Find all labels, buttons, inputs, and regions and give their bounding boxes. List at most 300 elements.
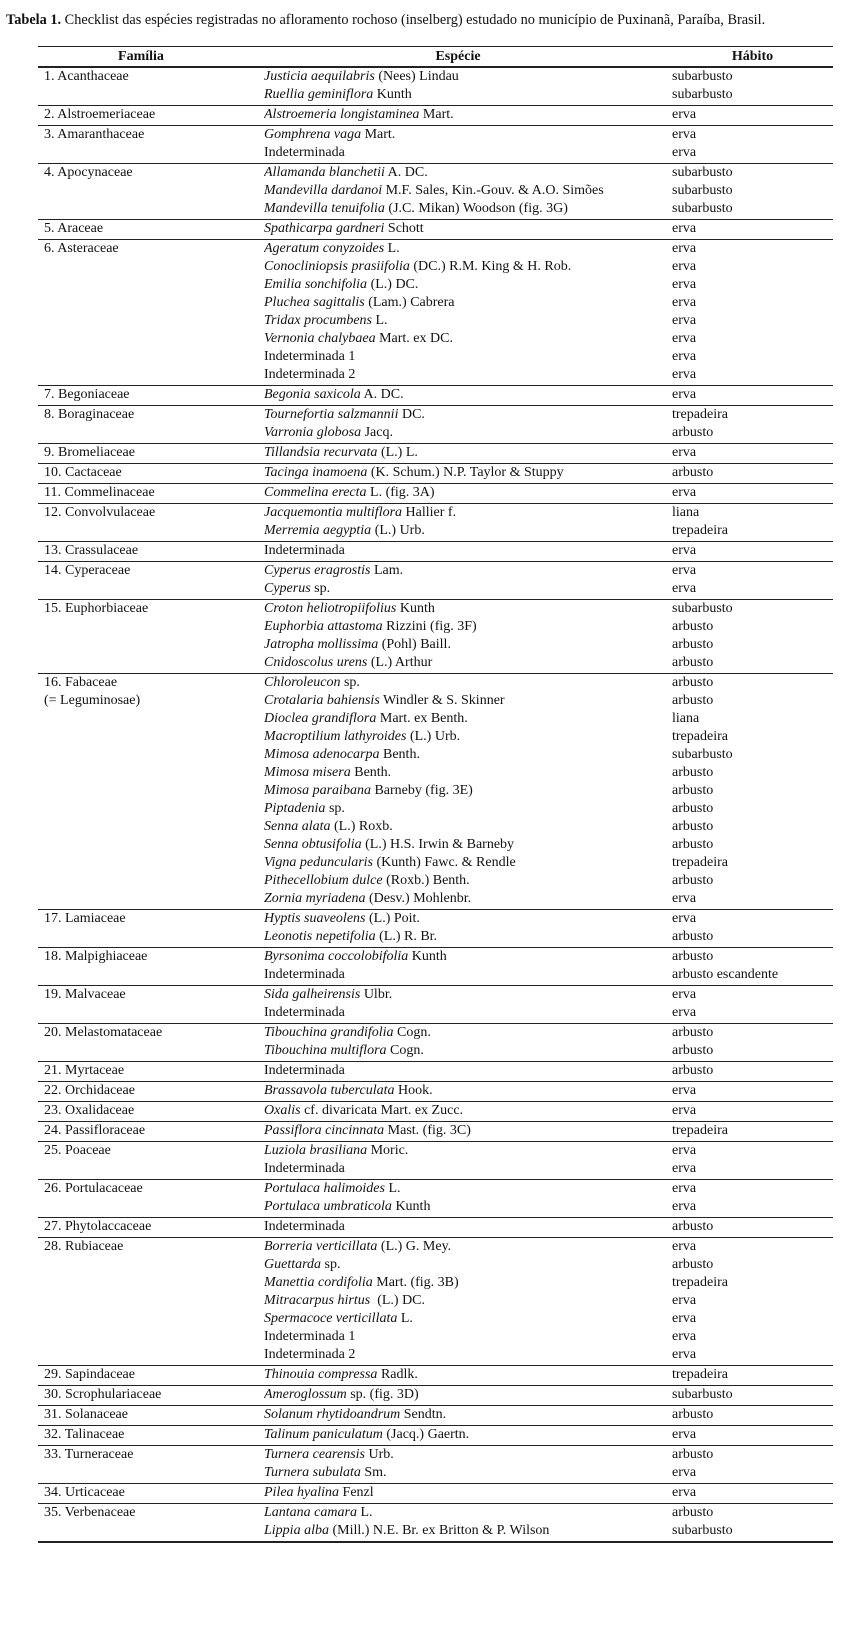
species-cell — [264, 258, 670, 276]
habit-cell: erva — [672, 1143, 697, 1158]
species-author: (L.) Arthur — [367, 655, 433, 670]
table-row — [38, 1004, 833, 1022]
table-row — [38, 800, 833, 818]
species-cell — [264, 1366, 670, 1384]
family-cell — [38, 276, 264, 294]
species-cell — [264, 764, 670, 782]
table-row — [38, 966, 833, 984]
family-cell — [38, 1004, 264, 1022]
species-cell — [264, 1198, 670, 1216]
species-cell — [264, 106, 670, 124]
table-row — [38, 1218, 833, 1236]
family-group — [38, 1062, 833, 1082]
species-author: sp. — [325, 801, 345, 816]
species-cell — [264, 1142, 670, 1160]
species-author: (L.) G. Mey. — [377, 1239, 452, 1254]
species-author: Sendtn. — [400, 1407, 447, 1422]
species-name: Ageratum conyzoides — [264, 241, 385, 256]
family-group — [38, 600, 833, 674]
species-cell — [264, 484, 670, 502]
species-cell — [264, 580, 670, 598]
species-author: Sm. — [360, 1465, 387, 1480]
species-author: Indeterminada 1 — [264, 349, 356, 364]
family-group — [38, 1102, 833, 1122]
family-cell: 29. Sapindaceae — [44, 1367, 135, 1382]
family-cell — [38, 1274, 264, 1292]
species-author: cf. divaricata Mart. ex Zucc. — [300, 1103, 464, 1118]
table-row — [38, 240, 833, 258]
species-author: (L.) Urb. — [406, 729, 461, 744]
species-author: Indeterminada — [264, 1005, 345, 1020]
table-row — [38, 424, 833, 442]
habit-cell: arbusto — [672, 1025, 714, 1040]
table-row — [38, 1082, 833, 1100]
species-author: (L.) Poit. — [365, 911, 420, 926]
family-group — [38, 910, 833, 948]
family-cell — [38, 618, 264, 636]
species-cell — [264, 1522, 670, 1540]
table-row — [38, 1274, 833, 1292]
species-name: Allamanda blanchetii — [264, 165, 385, 180]
habit-cell: erva — [672, 1347, 697, 1362]
family-group — [38, 386, 833, 406]
family-cell — [38, 764, 264, 782]
family-group — [38, 126, 833, 164]
species-name: Passiflora cincinnata — [264, 1123, 385, 1138]
family-cell — [38, 836, 264, 854]
habit-cell: erva — [672, 313, 697, 328]
species-author: Fenzl — [339, 1485, 374, 1500]
species-name: Cnidoscolus urens — [264, 655, 368, 670]
family-cell: 32. Talinaceae — [44, 1427, 125, 1442]
species-author: (DC.) R.M. King & H. Rob. — [409, 259, 572, 274]
table-row — [38, 1310, 833, 1328]
family-cell: (= Leguminosae) — [44, 693, 141, 708]
table-row — [38, 1122, 833, 1140]
species-cell — [264, 1484, 670, 1502]
family-group — [38, 1142, 833, 1180]
habit-cell: erva — [672, 1293, 697, 1308]
table-row — [38, 710, 833, 728]
habit-cell: erva — [672, 1465, 697, 1480]
family-cell: 23. Oxalidaceae — [44, 1103, 135, 1118]
family-cell — [38, 782, 264, 800]
habit-cell: arbusto — [672, 1447, 714, 1462]
table-row — [38, 258, 833, 276]
family-cell — [38, 424, 264, 442]
species-cell — [264, 1310, 670, 1328]
table-row — [38, 484, 833, 502]
species-author: Rizzini (fig. 3F) — [382, 619, 477, 634]
species-author: Mart. ex DC. — [375, 331, 453, 346]
table-row — [38, 562, 833, 580]
species-name: Manettia cordifolia — [264, 1275, 373, 1290]
habit-cell: trepadeira — [672, 407, 728, 422]
habit-cell: trepadeira — [672, 1275, 728, 1290]
table-row — [38, 1346, 833, 1364]
table-row — [38, 1042, 833, 1060]
species-author: L. (fig. 3A) — [366, 485, 435, 500]
species-name: Crotalaria bahiensis — [264, 693, 380, 708]
table-row — [38, 1062, 833, 1080]
table-row — [38, 928, 833, 946]
table-row — [38, 276, 833, 294]
habit-cell: arbusto — [672, 801, 714, 816]
habit-cell: trepadeira — [672, 729, 728, 744]
habit-cell: trepadeira — [672, 523, 728, 538]
family-cell: 25. Poaceae — [44, 1143, 111, 1158]
species-name: Merremia aegyptia — [264, 523, 372, 538]
table-row — [38, 1024, 833, 1042]
species-author: Ulbr. — [360, 987, 393, 1002]
habit-cell: arbusto — [672, 1257, 714, 1272]
species-cell — [264, 1218, 670, 1236]
species-author: (L.) DC. — [367, 277, 419, 292]
species-name: Euphorbia attastoma — [264, 619, 383, 634]
family-group — [38, 1386, 833, 1406]
table-row — [38, 618, 833, 636]
family-cell — [38, 928, 264, 946]
species-author: A. DC. — [360, 387, 404, 402]
habit-cell: trepadeira — [672, 1123, 728, 1138]
species-name: Byrsonima coccolobifolia — [264, 949, 409, 964]
species-author: Kunth — [373, 87, 412, 102]
table-row — [38, 600, 833, 618]
habit-cell: arbusto — [672, 465, 714, 480]
table-row — [38, 1366, 833, 1384]
family-cell: 1. Acanthaceae — [44, 69, 129, 84]
species-name: Senna alata — [264, 819, 331, 834]
table-body — [38, 68, 833, 1543]
habit-cell: arbusto — [672, 425, 714, 440]
family-cell — [38, 1310, 264, 1328]
habit-cell: trepadeira — [672, 1367, 728, 1382]
family-group — [38, 164, 833, 220]
table-row — [38, 348, 833, 366]
family-cell: 18. Malpighiaceae — [44, 949, 148, 964]
species-author: Mart. — [419, 107, 454, 122]
species-author: Mart. ex Benth. — [376, 711, 468, 726]
species-cell — [264, 312, 670, 330]
table-row — [38, 1426, 833, 1444]
species-author: L. — [356, 1505, 373, 1520]
species-name: Luziola brasiliana — [264, 1143, 368, 1158]
table-row — [38, 522, 833, 540]
species-name: Conocliniopsis prasiifolia — [264, 259, 410, 274]
habit-cell: erva — [672, 1103, 697, 1118]
species-author: Hallier f. — [402, 505, 457, 520]
family-group — [38, 1180, 833, 1218]
species-name: Alstroemeria longistaminea — [264, 107, 420, 122]
species-cell — [264, 966, 670, 984]
species-cell — [264, 406, 670, 424]
family-cell: 33. Turneraceae — [44, 1447, 134, 1462]
species-author: A. DC. — [384, 165, 428, 180]
species-cell — [264, 240, 670, 258]
species-name: Guettarda — [264, 1257, 322, 1272]
species-cell — [264, 692, 670, 710]
species-cell — [264, 872, 670, 890]
table-row — [38, 1386, 833, 1404]
habit-cell: erva — [672, 387, 697, 402]
species-table — [38, 46, 833, 1543]
family-cell — [38, 872, 264, 890]
table-row — [38, 1328, 833, 1346]
table-row — [38, 386, 833, 404]
species-name: Croton heliotropiifolius — [264, 601, 397, 616]
family-cell: 30. Scrophulariaceae — [44, 1387, 162, 1402]
table-row — [38, 1142, 833, 1160]
species-cell — [264, 1062, 670, 1080]
species-author: Kunth — [396, 601, 435, 616]
habit-cell: erva — [672, 241, 697, 256]
table-header — [38, 46, 833, 68]
species-name: Brassavola tuberculata — [264, 1083, 395, 1098]
table-row — [38, 1180, 833, 1198]
species-name: Varronia globosa — [264, 425, 362, 440]
family-cell: 21. Myrtaceae — [44, 1063, 125, 1078]
species-name: Mandevilla dardanoi — [264, 183, 383, 198]
table-row — [38, 728, 833, 746]
table-row — [38, 854, 833, 872]
species-name: Portulaca umbraticola — [264, 1199, 392, 1214]
species-author: L. — [384, 241, 400, 256]
family-cell — [38, 1464, 264, 1482]
species-cell — [264, 522, 670, 540]
species-author: (Nees) Lindau — [374, 69, 459, 84]
species-author: Indeterminada — [264, 967, 345, 982]
habit-cell: arbusto — [672, 619, 714, 634]
habit-cell: erva — [672, 331, 697, 346]
table-row — [38, 746, 833, 764]
species-author: Cogn. — [386, 1043, 424, 1058]
family-cell: 2. Alstroemeriaceae — [44, 107, 156, 122]
species-cell — [264, 1042, 670, 1060]
species-cell — [264, 1004, 670, 1022]
habit-cell: subarbusto — [672, 183, 733, 198]
habit-cell: subarbusto — [672, 87, 733, 102]
table-row — [38, 1256, 833, 1274]
family-cell: 13. Crassulaceae — [44, 543, 139, 558]
species-author: Benth. — [350, 765, 392, 780]
species-name: Pithecellobium dulce — [264, 873, 383, 888]
species-author: Indeterminada 2 — [264, 1347, 356, 1362]
species-cell — [264, 276, 670, 294]
species-cell — [264, 948, 670, 966]
species-name: Hyptis suaveolens — [264, 911, 366, 926]
table-row — [38, 910, 833, 928]
family-cell: 12. Convolvulaceae — [44, 505, 156, 520]
species-author: Mast. (fig. 3C) — [384, 1123, 471, 1138]
species-author: Barneby (fig. 3E) — [370, 783, 473, 798]
table-row — [38, 890, 833, 908]
species-cell — [264, 386, 670, 404]
species-name: Vigna peduncularis — [264, 855, 374, 870]
header-species: Espécie — [435, 48, 481, 64]
family-cell — [38, 636, 264, 654]
family-cell — [38, 728, 264, 746]
family-cell: 31. Solanaceae — [44, 1407, 128, 1422]
habit-cell: subarbusto — [672, 1387, 733, 1402]
species-author: Indeterminada 1 — [264, 1329, 356, 1344]
family-cell — [38, 818, 264, 836]
species-cell — [264, 710, 670, 728]
family-cell — [38, 348, 264, 366]
species-cell — [264, 636, 670, 654]
table-row — [38, 764, 833, 782]
caption-text: Checklist das espécies registradas no afloramento rochoso (inselberg) estudado no município de Puxinanã, Paraíba, Brasil. — [61, 12, 766, 28]
species-name: Oxalis — [264, 1103, 301, 1118]
family-group — [38, 1446, 833, 1484]
species-author: Indeterminada — [264, 543, 345, 558]
species-author: Mart. (fig. 3B) — [372, 1275, 459, 1290]
species-author: (J.C. Mikan) Woodson (fig. 3G) — [384, 201, 568, 216]
habit-cell: arbusto — [672, 1505, 714, 1520]
species-author: Windler & S. Skinner — [379, 693, 505, 708]
family-cell: 20. Melastomataceae — [44, 1025, 163, 1040]
family-group — [38, 1122, 833, 1142]
table-row — [38, 1504, 833, 1522]
species-author: (L.) L. — [377, 445, 418, 460]
habit-cell: erva — [672, 485, 697, 500]
species-author: Urb. — [364, 1447, 394, 1462]
habit-cell: liana — [672, 711, 700, 726]
species-cell — [264, 330, 670, 348]
species-cell — [264, 562, 670, 580]
table-row — [38, 312, 833, 330]
species-author: (Mill.) N.E. Br. ex Britton & P. Wilson — [328, 1523, 550, 1538]
species-cell — [264, 1464, 670, 1482]
habit-cell: erva — [672, 543, 697, 558]
species-cell — [264, 618, 670, 636]
species-name: Emilia sonchifolia — [264, 277, 368, 292]
table-row — [38, 126, 833, 144]
species-cell — [264, 746, 670, 764]
species-cell — [264, 68, 670, 86]
family-cell — [38, 1198, 264, 1216]
species-author: Mart. — [361, 127, 396, 142]
species-name: Chloroleucon — [264, 675, 341, 690]
species-author: L. — [397, 1311, 413, 1326]
species-name: Cyperus eragrostis — [264, 563, 371, 578]
species-name: Spermacoce verticillata — [264, 1311, 398, 1326]
table-row — [38, 636, 833, 654]
species-author: Schott — [384, 221, 424, 236]
habit-cell: arbusto — [672, 675, 714, 690]
habit-cell: arbusto — [672, 693, 714, 708]
species-author: Cogn. — [393, 1025, 431, 1040]
species-author: (K. Schum.) N.P. Taylor & Stuppy — [367, 465, 564, 480]
species-author: sp. — [310, 581, 331, 596]
habit-cell: subarbusto — [672, 201, 733, 216]
habit-cell: erva — [672, 1329, 697, 1344]
family-cell: 34. Urticaceae — [44, 1485, 125, 1500]
habit-cell: erva — [672, 581, 697, 596]
species-cell — [264, 444, 670, 462]
habit-cell: arbusto — [672, 1219, 714, 1234]
table-row — [38, 86, 833, 104]
species-author: Indeterminada — [264, 1161, 345, 1176]
table-row — [38, 164, 833, 182]
species-author: Indeterminada — [264, 1219, 345, 1234]
habit-cell: erva — [672, 1311, 697, 1326]
table-row — [38, 836, 833, 854]
family-cell — [38, 522, 264, 540]
habit-cell: arbusto — [672, 655, 714, 670]
species-author: Kunth — [391, 1199, 431, 1214]
species-author: L. — [371, 313, 388, 328]
habit-cell: arbusto — [672, 819, 714, 834]
habit-cell: subarbusto — [672, 69, 733, 84]
table-row — [38, 654, 833, 672]
family-cell: 6. Asteraceae — [44, 241, 119, 256]
species-cell — [264, 1180, 670, 1198]
species-name: Cyperus — [264, 581, 311, 596]
species-name: Portulaca halimoides — [264, 1181, 385, 1196]
family-cell — [38, 86, 264, 104]
table-row — [38, 294, 833, 312]
family-group — [38, 562, 833, 600]
family-group — [38, 1504, 833, 1543]
table-row — [38, 366, 833, 384]
species-name: Justicia aequilabris — [264, 69, 375, 84]
species-cell — [264, 200, 670, 218]
family-cell: 19. Malvaceae — [44, 987, 126, 1002]
species-cell — [264, 1446, 670, 1464]
species-cell — [264, 782, 670, 800]
species-author: (L.) Urb. — [371, 523, 425, 538]
habit-cell: arbusto — [672, 1407, 714, 1422]
species-name: Pluchea sagittalis — [264, 295, 365, 310]
species-author: Lam. — [370, 563, 404, 578]
species-cell — [264, 294, 670, 312]
habit-cell: erva — [672, 563, 697, 578]
habit-cell: arbusto — [672, 1063, 714, 1078]
species-name: Turnera cearensis — [264, 1447, 365, 1462]
habit-cell: erva — [672, 987, 697, 1002]
species-author: Indeterminada — [264, 1063, 345, 1078]
habit-cell: erva — [672, 891, 697, 906]
species-cell — [264, 928, 670, 946]
family-cell: 8. Boraginaceae — [44, 407, 135, 422]
species-author: (L.) H.S. Irwin & Barneby — [361, 837, 515, 852]
table-row — [38, 144, 833, 162]
table-row — [38, 872, 833, 890]
species-cell — [264, 1386, 670, 1404]
species-name: Zornia myriadena — [264, 891, 366, 906]
species-cell — [264, 366, 670, 384]
species-cell — [264, 836, 670, 854]
family-cell — [38, 366, 264, 384]
family-group — [38, 464, 833, 484]
species-author: sp. (fig. 3D) — [346, 1387, 419, 1402]
family-group — [38, 948, 833, 986]
species-cell — [264, 1346, 670, 1364]
family-cell: 24. Passifloraceae — [44, 1123, 146, 1138]
family-cell — [38, 854, 264, 872]
species-cell — [264, 1504, 670, 1522]
habit-cell: erva — [672, 1181, 697, 1196]
species-name: Tillandsia recurvata — [264, 445, 378, 460]
species-author: Kunth — [408, 949, 447, 964]
habit-cell: erva — [672, 295, 697, 310]
habit-cell: arbusto — [672, 783, 714, 798]
species-author: (Jacq.) Gaertn. — [382, 1427, 470, 1442]
family-cell — [38, 966, 264, 984]
table-row — [38, 106, 833, 124]
table-row — [38, 1522, 833, 1540]
table-row — [38, 406, 833, 424]
